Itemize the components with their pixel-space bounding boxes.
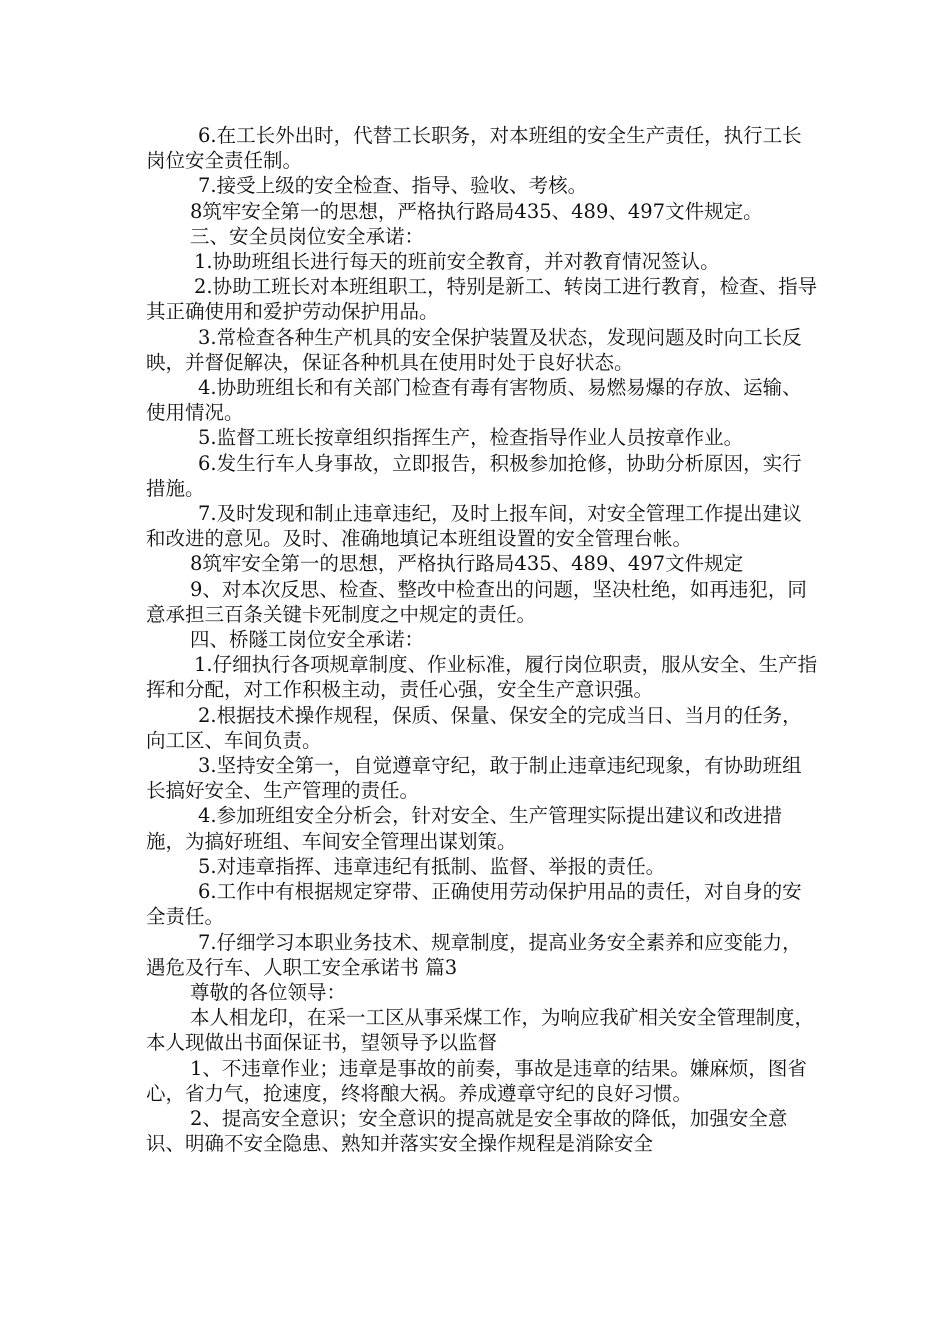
paragraph: 4.参加班组安全分析会，针对安全、生产管理实际提出建议和改进措施，为搞好班组、车间安全管理出谋划策。 — [146, 804, 783, 853]
paragraph: 9、对本次反思、检查、整改中检查出的问题，坚决杜绝，如再违犯，同意承担三百条关键卡死制度之中规定的责任。 — [146, 577, 807, 626]
paragraph: 7.及时发现和制止违章违纪，及时上报车间，对安全管理工作提出建议和改进的意见。及时、准确地填记本班组设置的安全管理台帐。 — [146, 502, 802, 551]
paragraph: 6.在工长外出时，代替工长职务，对本班组的安全生产责任，执行工长岗位安全责任制。 — [146, 124, 802, 173]
paragraph: 7.接受上级的安全检查、指导、验收、考核。 — [198, 174, 588, 198]
document-body — [146, 123, 818, 1156]
paragraph: 8筑牢安全第一的思想，严格执行路局435、489、497文件规定 — [190, 552, 744, 576]
paragraph: 1.协助班组长进行每天的班前安全教育，并对教育情况签认。 — [194, 250, 720, 274]
paragraph: 3.常检查各种生产机具的安全保护装置及状态，发现问题及时向工长反映，并督促解决，保证各种机具在使用时处于良好状态。 — [146, 325, 802, 374]
section-heading: 三、安全员岗位安全承诺： — [190, 224, 425, 248]
section-heading: 四、桥隧工岗位安全承诺： — [190, 628, 425, 652]
paragraph: 2.协助工班长对本班组职工，特别是新工、转岗工进行教育，检查、指导其正确使用和爱护劳动保护用品。 — [146, 275, 818, 324]
paragraph: 4.协助班组长和有关部门检查有毒有害物质、易燃易爆的存放、运输、使用情况。 — [146, 376, 802, 425]
paragraph: 6.工作中有根据规定穿带、正确使用劳动保护用品的责任，对自身的安全责任。 — [146, 880, 802, 929]
paragraph: 7.仔细学习本职业务技术、规章制度，提高业务安全素养和应变能力，遇危及行车、人职工安全承诺书 篇3 — [146, 930, 802, 979]
paragraph: 8筑牢安全第一的思想，严格执行路局435、489、497文件规定。 — [190, 199, 763, 223]
salutation: 尊敬的各位领导： — [190, 980, 347, 1004]
paragraph: 1.仔细执行各项规章制度、作业标准，履行岗位职责，服从安全、生产指挥和分配，对工作积极主动，责任心强，安全生产意识强。 — [146, 653, 818, 702]
paragraph: 5.监督工班长按章组织指挥生产，检查指导作业人员按章作业。 — [198, 426, 744, 450]
paragraph: 2、提高安全意识；安全意识的提高就是安全事故的降低，加强安全意识、明确不安全隐患、熟知并落实安全操作规程是消除安全 — [146, 1106, 788, 1156]
paragraph: 6.发生行车人身事故，立即报告，积极参加抢修，协助分析原因，实行措施。 — [146, 451, 802, 500]
paragraph: 本人相龙印，在采一工区从事采煤工作，为响应我矿相关安全管理制度，本人现做出书面保证书，望领导予以监督 — [146, 1006, 815, 1055]
paragraph: 1、不违章作业；违章是事故的前奏，事故是违章的结果。嫌麻烦，图省心，省力气，抢速度，终将酿大祸。养成遵章守纪的良好习惯。 — [146, 1056, 807, 1105]
paragraph: 3.坚持安全第一，自觉遵章守纪，敢于制止违章违纪现象，有协助班组长搞好安全、生产管理的责任。 — [146, 754, 802, 803]
paragraph: 5.对违章指挥、违章违纪有抵制、监督、举报的责任。 — [198, 854, 666, 878]
paragraph: 2.根据技术操作规程，保质、保量、保安全的完成当日、当月的任务，向工区、车间负责。 — [146, 703, 802, 752]
